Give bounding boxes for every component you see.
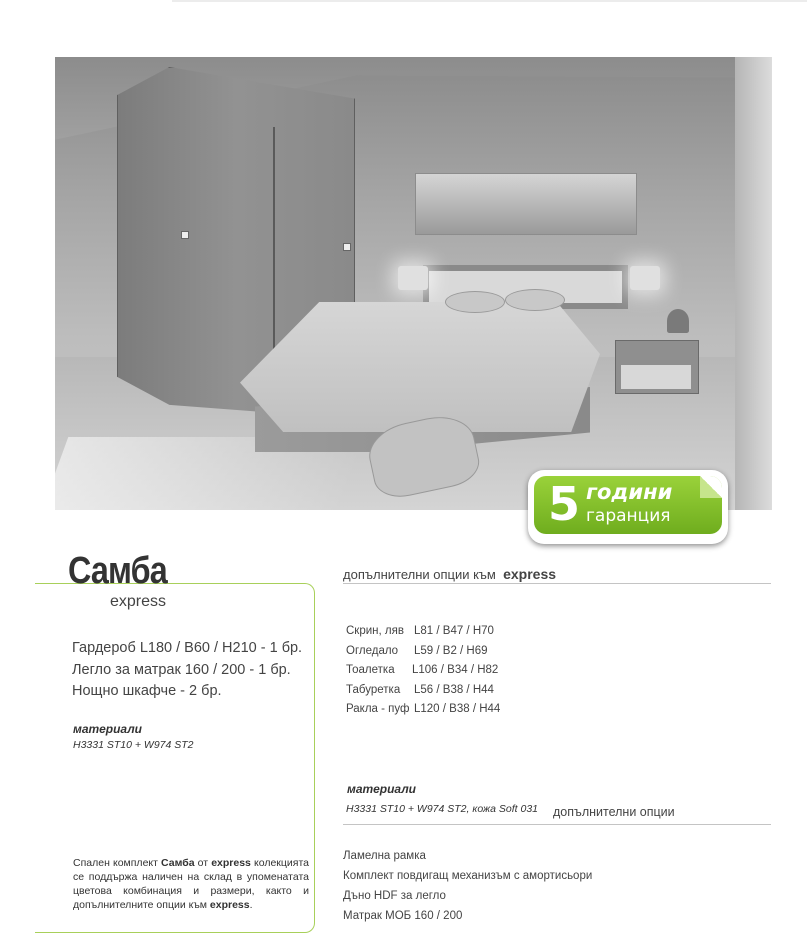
warranty-years-word: години bbox=[586, 480, 673, 504]
nightstand-drawer bbox=[621, 365, 691, 389]
plant bbox=[667, 309, 689, 333]
warranty-badge bbox=[528, 470, 728, 544]
spec-line: Нощно шкафче - 2 бр. bbox=[72, 683, 222, 699]
options-title-brand: express bbox=[503, 566, 557, 582]
option-name: Огледало bbox=[346, 644, 399, 657]
options-materials-label: материали bbox=[347, 782, 417, 796]
option-dims: L120 / B38 / H44 bbox=[414, 703, 501, 715]
materials-label: материали bbox=[73, 722, 143, 736]
top-divider bbox=[172, 0, 807, 2]
options-list bbox=[346, 622, 501, 720]
product-subtitle: express bbox=[110, 593, 167, 610]
extra-option: Дъно HDF за легло bbox=[343, 890, 446, 902]
option-name: Ракла - пуф bbox=[346, 703, 410, 715]
materials-value: H3331 ST10 + W974 ST2 bbox=[73, 739, 194, 751]
option-dims: L106 / B34 / H82 bbox=[412, 664, 499, 676]
extra-options-title: допълнителни опции bbox=[553, 805, 675, 819]
spec-line: Легло за матрак 160 / 200 - 1 бр. bbox=[72, 661, 291, 678]
extra-option: Матрак МОБ 160 / 200 bbox=[343, 910, 463, 922]
option-row bbox=[346, 681, 494, 701]
options-divider bbox=[343, 583, 771, 584]
product-title: Самба bbox=[68, 550, 167, 592]
option-dims: L59 / B2 / H69 bbox=[414, 644, 488, 657]
options-title bbox=[343, 566, 556, 582]
right-wall bbox=[735, 57, 772, 510]
option-row bbox=[346, 642, 488, 662]
option-dims: L56 / B38 / H44 bbox=[414, 683, 494, 696]
options-materials-value: H3331 ST10 + W974 ST2, кожа Soft 031 bbox=[346, 803, 539, 815]
wall-niche bbox=[415, 173, 637, 235]
wardrobe-door-split bbox=[273, 127, 275, 367]
wardrobe-handle bbox=[343, 243, 351, 251]
spec-line: Гардероб L180 / B60 / H210 - 1 бр. bbox=[72, 640, 303, 656]
option-row bbox=[346, 700, 501, 720]
description-text: колекцията се поддържа наличен на склад в упоменатата цветова комбинация и размери, както и допълнителните опции към bbox=[73, 857, 309, 911]
warranty-label: гаранция bbox=[586, 506, 671, 526]
description-text: от bbox=[194, 857, 212, 869]
pillow bbox=[505, 289, 565, 311]
description-text: Спален комплект bbox=[73, 857, 162, 869]
wardrobe-handle bbox=[181, 231, 189, 239]
options-title-text: допълнителни опции към bbox=[343, 567, 496, 582]
page-curl-icon bbox=[700, 476, 722, 498]
option-row bbox=[346, 622, 494, 642]
product-description bbox=[73, 856, 309, 912]
extra-option: Комплект повдигащ механизъм с амортисьори bbox=[343, 870, 593, 882]
description-bold: Самба bbox=[161, 857, 195, 869]
option-name: Скрин, ляв bbox=[346, 625, 404, 637]
bedside-lamp bbox=[630, 266, 660, 290]
description-bold: express bbox=[209, 899, 250, 911]
option-dims: L81 / B47 / H70 bbox=[414, 625, 494, 637]
warranty-badge-inner bbox=[534, 476, 722, 534]
warranty-years: 5 bbox=[548, 477, 581, 531]
option-name: Тоалетка bbox=[346, 664, 395, 676]
extra-option: Ламелна рамка bbox=[343, 850, 426, 862]
option-name: Табуретка bbox=[346, 683, 401, 696]
extra-options-divider bbox=[343, 824, 771, 825]
option-row bbox=[346, 661, 499, 681]
product-photo bbox=[55, 57, 772, 510]
description-text: . bbox=[249, 899, 253, 911]
bedside-lamp bbox=[398, 266, 428, 290]
pillow bbox=[445, 291, 505, 313]
spec-list bbox=[72, 638, 302, 703]
description-bold: express bbox=[211, 857, 251, 869]
extra-options-list bbox=[343, 846, 592, 926]
